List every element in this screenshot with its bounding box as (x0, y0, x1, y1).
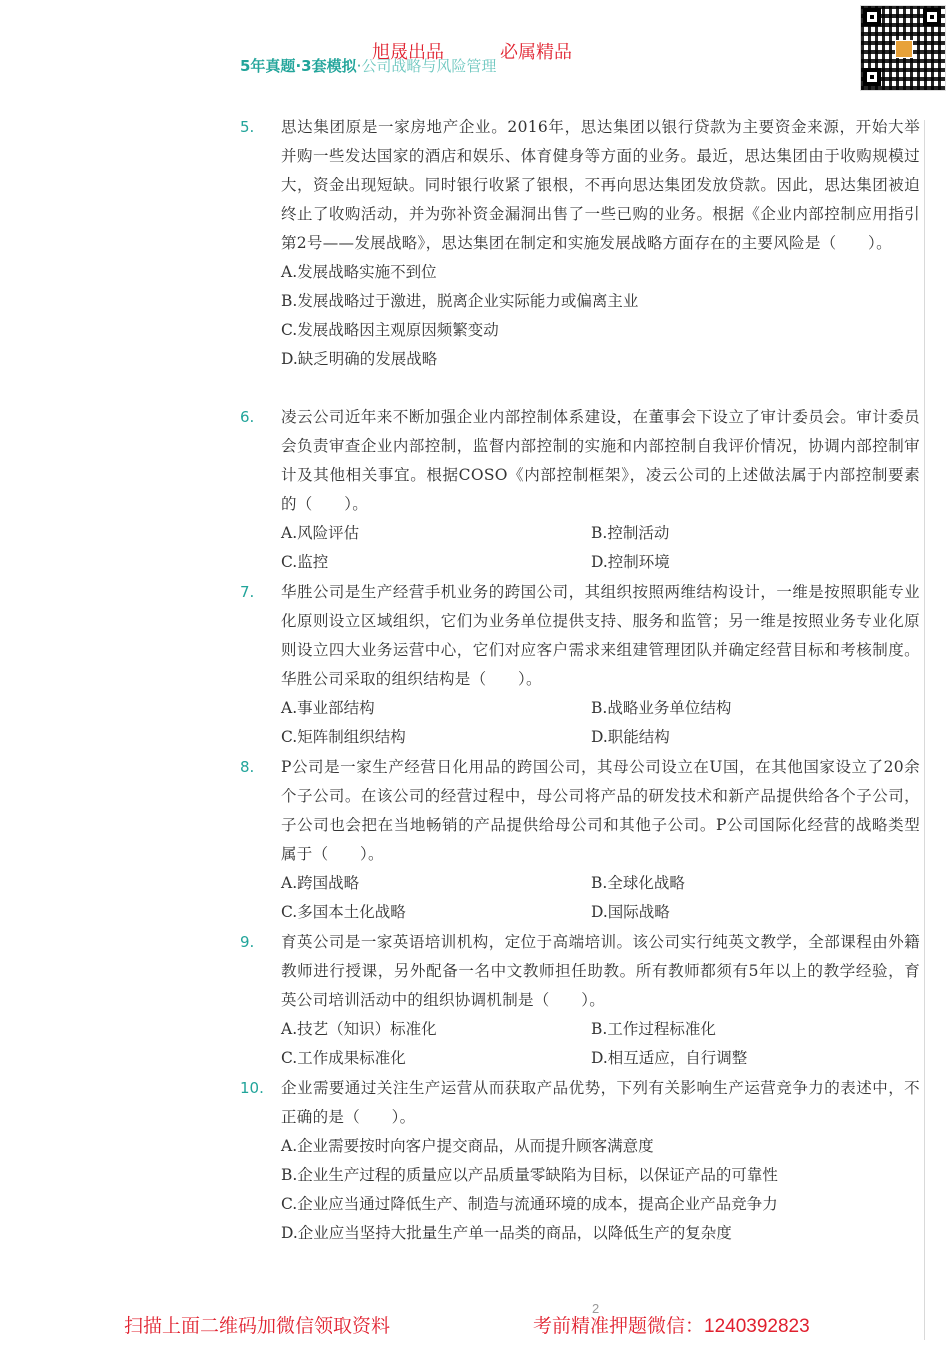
option-list (281, 1015, 920, 1073)
option-c: C.工作成果标准化 (281, 1049, 406, 1067)
option-a: A.发展战略实施不到位 (281, 263, 437, 281)
option-c: C.发展战略因主观原因频繁变动 (281, 321, 499, 339)
question-stem: P公司是一家生产经营日化用品的跨国公司，其母公司设立在U国，在其他国家设立了20余个子公司。在该公司的经营过程中，母公司将产品的研发技术和新产品提供给各个子公司，子公司也会把在当地畅销的产品提供给母公司和其他子公司。P公司国际化经营的战略类型属于（ ）。 (281, 758, 920, 863)
option-d: D.控制环境 (591, 553, 670, 571)
option-b: B.战略业务单位结构 (591, 699, 732, 717)
option-list (281, 1132, 920, 1248)
option-a: A.事业部结构 (281, 699, 375, 717)
footer-wechat-label: 考前精准押题微信： (533, 1315, 705, 1337)
question-7 (240, 578, 920, 752)
question-stem: 育英公司是一家英语培训机构，定位于高端培训。该公司实行纯英文教学，全部课程由外籍教师进行授课，另外配备一名中文教师担任助教。所有教师都须有5年以上的教学经验，育英公司培训活动中的组织协调机制是（ ）。 (281, 933, 920, 1009)
question-stem: 企业需要通过关注生产运营从而获取产品优势，下列有关影响生产运营竞争力的表述中，不正确的是（ ）。 (281, 1079, 920, 1126)
option-a: A.技艺（知识）标准化 (281, 1020, 437, 1038)
page-edge-rule (924, 120, 925, 1340)
question-number: 9. (240, 933, 255, 951)
question-8 (240, 753, 920, 927)
question-5 (240, 113, 920, 374)
option-d: D.相互适应，自行调整 (591, 1049, 748, 1067)
option-b: B.全球化战略 (591, 874, 685, 892)
running-header (240, 55, 496, 76)
option-a: A.企业需要按时向客户提交商品，从而提升顾客满意度 (281, 1137, 654, 1155)
option-c: C.企业应当通过降低生产、制造与流通环境的成本，提高企业产品竞争力 (281, 1195, 778, 1213)
option-list (281, 258, 920, 374)
question-number: 6. (240, 408, 255, 426)
qr-code-image (860, 5, 946, 91)
option-c: C.多国本土化战略 (281, 903, 406, 921)
watermark-top-right: 必属精品 (500, 42, 572, 63)
option-d: D.职能结构 (591, 728, 670, 746)
option-b: B.工作过程标准化 (591, 1020, 716, 1038)
question-stem: 凌云公司近年来不断加强企业内部控制体系建设，在董事会下设立了审计委员会。审计委员会负责审查企业内部控制，监督内部控制的实施和内部控制自我评价情况，协调内部控制审计及其他相关事宜。根据COSO《内部控制框架》，凌云公司的上述做法属于内部控制要素的（ ）。 (281, 408, 920, 513)
option-list (281, 519, 920, 577)
question-number: 5. (240, 118, 255, 136)
qr-finder-pattern (863, 8, 881, 26)
question-stem: 思达集团原是一家房地产企业。2016年，思达集团以银行贷款为主要资金来源，开始大举并购一些发达国家的酒店和娱乐、体育健身等方面的业务。最近，思达集团由于收购规模过大，资金出现短缺。同时银行收紧了银根，不再向思达集团发放贷款。因此，思达集团被迫终止了收购活动，并为弥补资金漏洞出售了一些已购的业务。根据《企业内部控制应用指引第2号——发展战略》，思达集团在制定和实施发展战略方面存在的主要风险是（ ）。 (281, 118, 920, 252)
question-number: 8. (240, 758, 255, 776)
brand-mocks: 3套模拟 (301, 57, 357, 75)
question-6 (240, 403, 920, 577)
question-number: 7. (240, 583, 255, 601)
question-9 (240, 928, 920, 1073)
option-d: D.国际战略 (591, 903, 670, 921)
option-a: A.跨国战略 (281, 874, 360, 892)
option-d: D.企业应当坚持大批量生产单一品类的商品，以降低生产的复杂度 (281, 1224, 732, 1242)
option-d: D.缺乏明确的发展战略 (281, 350, 438, 368)
book-subtitle: 公司战略与风险管理 (361, 57, 497, 75)
option-b: B.控制活动 (591, 524, 670, 542)
qr-finder-pattern (923, 8, 941, 26)
footer-wechat-number: 1240392823 (704, 1316, 810, 1337)
option-list (281, 869, 920, 927)
question-10 (240, 1074, 920, 1248)
option-b: B.发展战略过于激进，脱离企业实际能力或偏离主业 (281, 292, 639, 310)
brand-separator: · (356, 57, 362, 75)
page-number: 2 (592, 1301, 600, 1316)
watermark-top-left: 旭晟出品 (372, 42, 444, 63)
option-c: C.矩阵制组织结构 (281, 728, 406, 746)
option-c: C.监控 (281, 553, 329, 571)
option-b: B.企业生产过程的质量应以产品质量零缺陷为目标，以保证产品的可靠性 (281, 1166, 778, 1184)
brand-years: 5年真题 (240, 57, 296, 75)
question-number: 10. (240, 1079, 264, 1097)
option-a: A.风险评估 (281, 524, 360, 542)
qr-logo (895, 40, 913, 58)
qr-finder-pattern (863, 68, 881, 86)
option-list (281, 694, 920, 752)
watermark-footer-left: 扫描上面二维码加微信领取资料 (124, 1315, 391, 1337)
question-stem: 华胜公司是生产经营手机业务的跨国公司，其组织按照两维结构设计，一维是按照职能专业化原则设立区域组织，它们为业务单位提供支持、服务和监管；另一维是按照业务专业化原则设立四大业务运营中心，它们对应客户需求来组建管理团队并确定经营目标和考核制度。华胜公司采取的组织结构是（ ）。 (281, 583, 920, 688)
watermark-footer-right (533, 1311, 810, 1338)
brand-separator: · (295, 57, 302, 75)
